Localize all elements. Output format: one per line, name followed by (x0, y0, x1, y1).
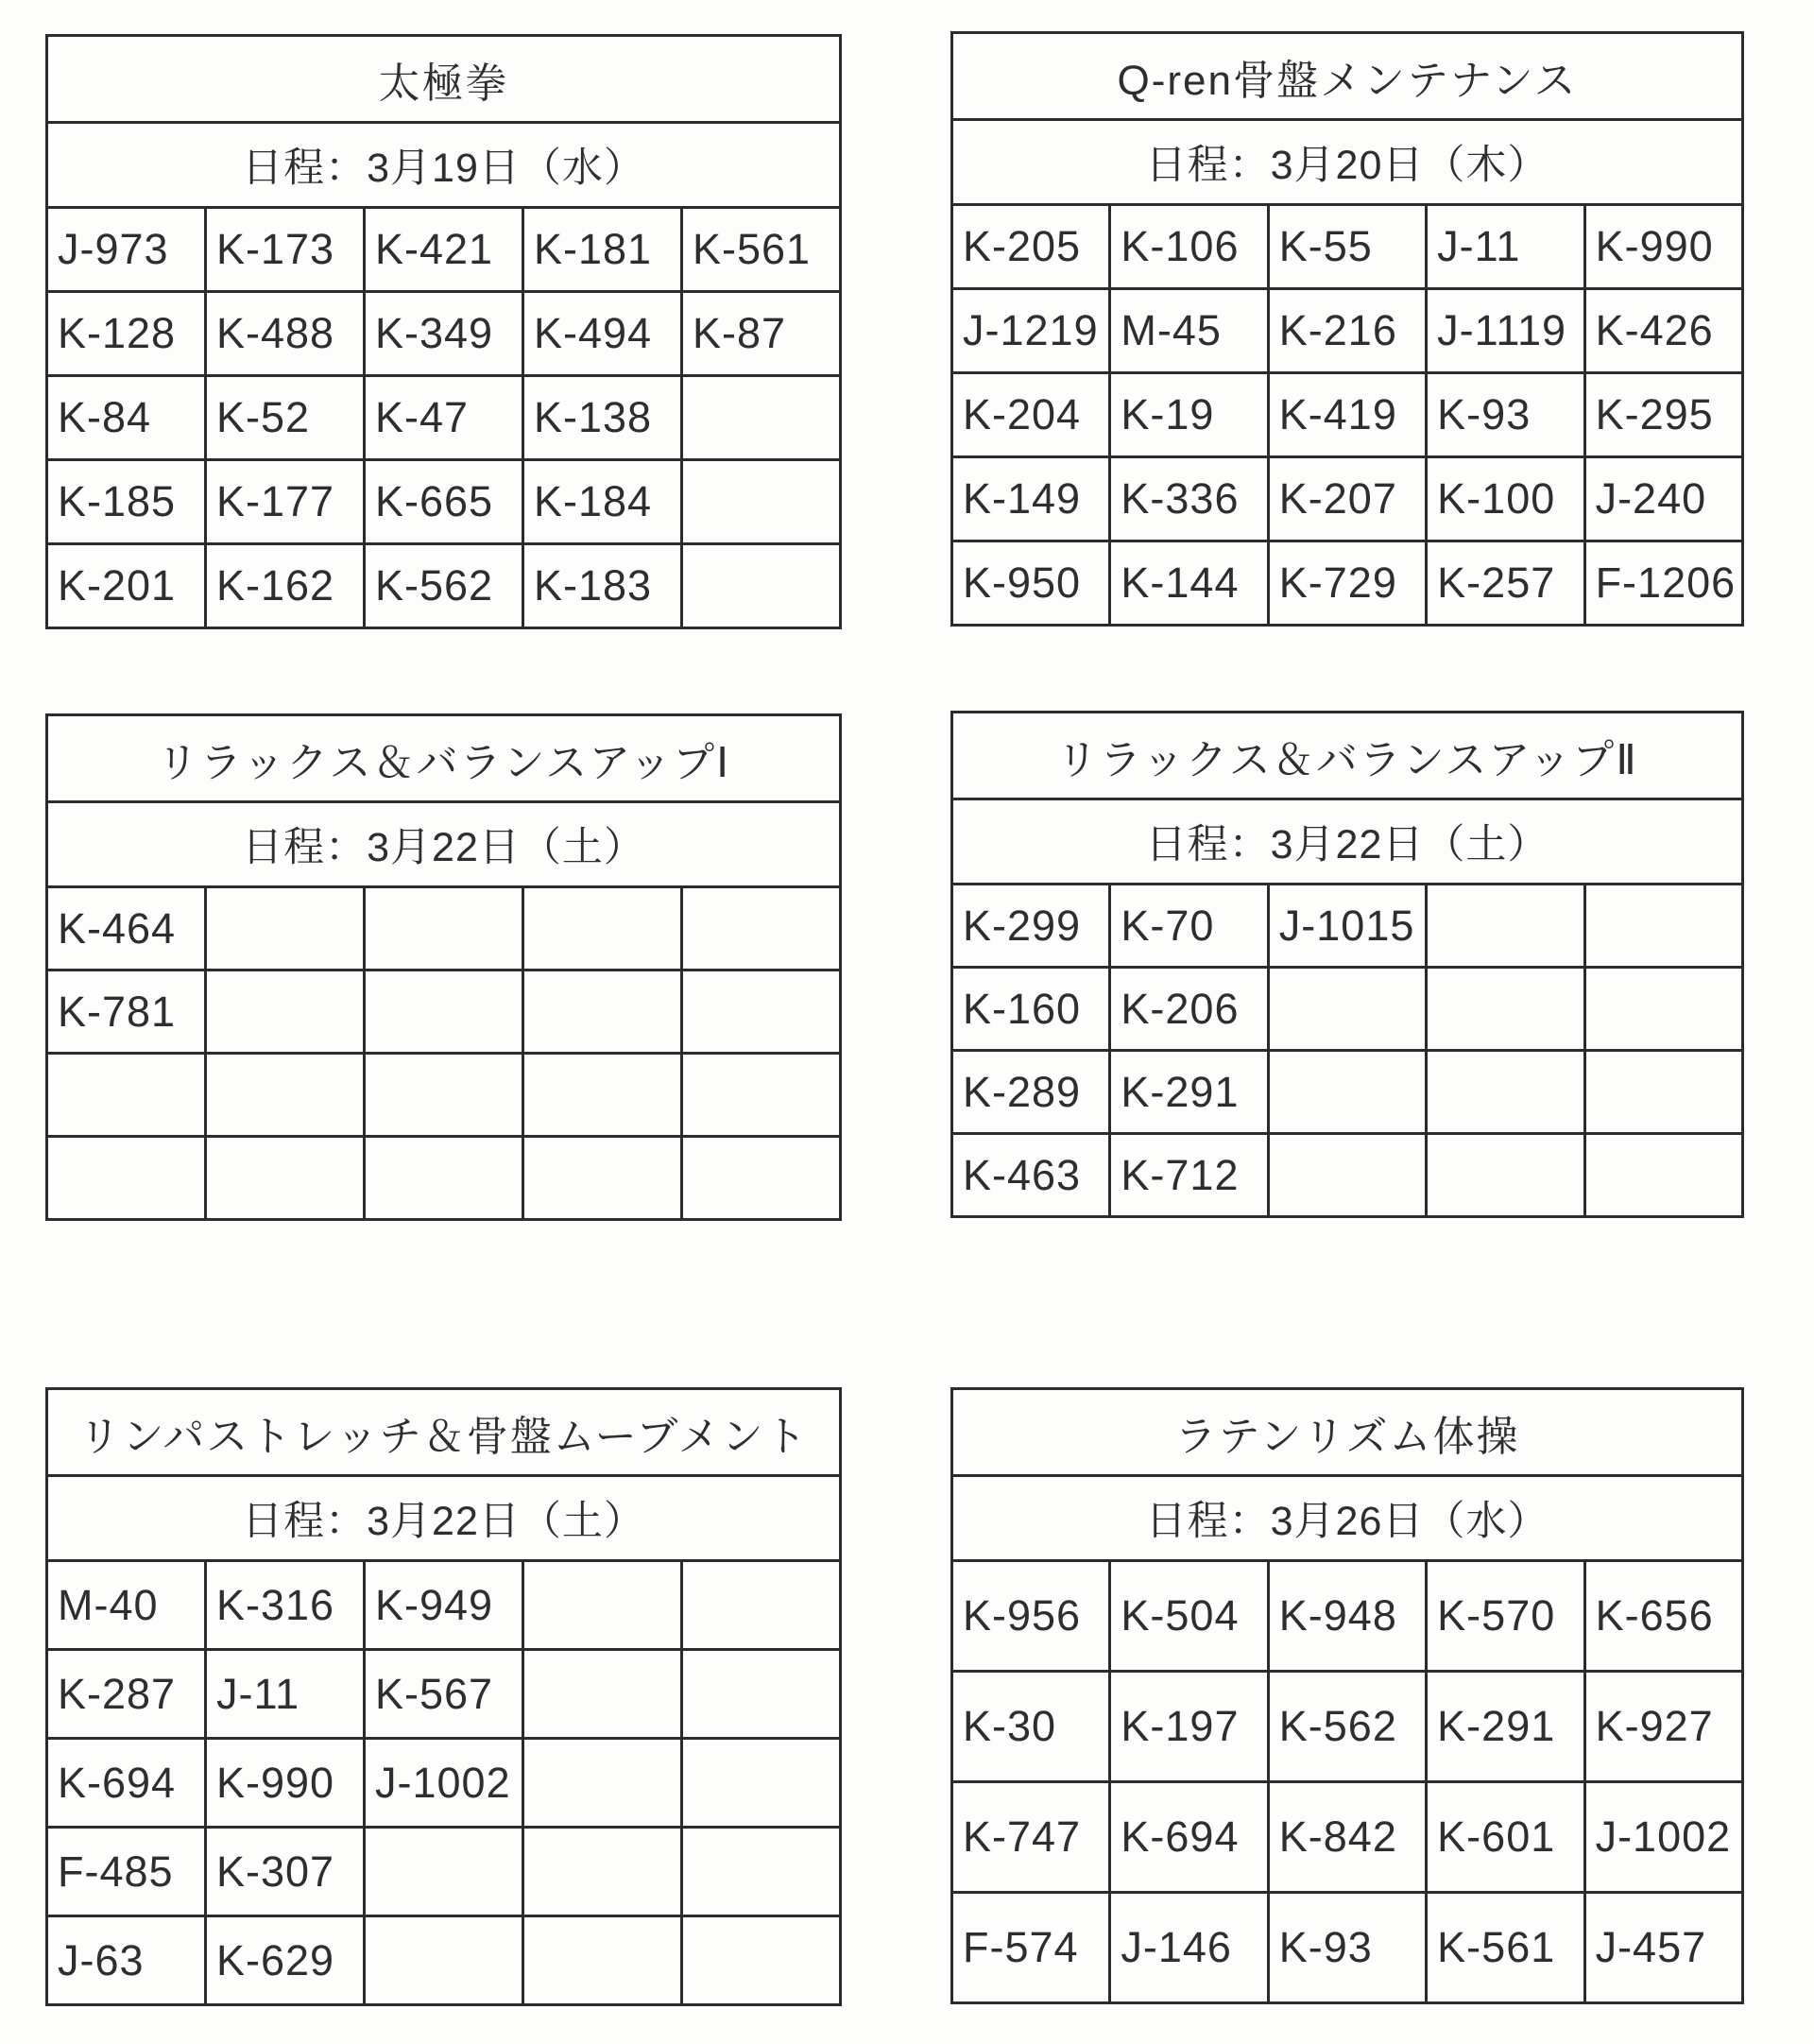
empty-cell (523, 1561, 682, 1650)
table-row (47, 887, 841, 970)
member-code-cell: K-173 (206, 208, 365, 292)
empty-cell (682, 1916, 841, 2005)
member-code-cell: K-694 (47, 1739, 206, 1828)
table-title: 太極拳 (47, 36, 841, 123)
empty-cell (365, 970, 523, 1054)
member-code-cell: J-240 (1584, 457, 1742, 541)
member-code-cell: K-562 (365, 544, 523, 628)
table-qren-body (952, 33, 1743, 626)
table-row (952, 457, 1743, 541)
member-code-cell: K-464 (47, 887, 206, 970)
member-code-cell: K-488 (206, 292, 365, 376)
member-code-cell: K-177 (206, 460, 365, 544)
member-code-cell: K-601 (1427, 1782, 1584, 1893)
member-code-cell: K-927 (1584, 1672, 1742, 1782)
member-code-cell: J-973 (47, 208, 206, 292)
table-row (952, 33, 1743, 120)
member-code-cell: K-494 (523, 292, 682, 376)
table-title: Q-ren骨盤メンテナンス (952, 33, 1743, 120)
member-code-cell: K-205 (952, 205, 1110, 289)
empty-cell (523, 970, 682, 1054)
empty-cell (523, 1137, 682, 1220)
member-code-cell: K-160 (952, 968, 1110, 1051)
table-lymph-body (47, 1389, 841, 2005)
member-code-cell: F-574 (952, 1893, 1110, 2003)
empty-cell (206, 970, 365, 1054)
table-date: 日程：3月19日（水） (47, 123, 841, 208)
member-code-cell: K-87 (682, 292, 841, 376)
member-code-cell: M-40 (47, 1561, 206, 1650)
table-date: 日程：3月20日（木） (952, 120, 1743, 205)
table-taichi (45, 34, 842, 629)
empty-cell (682, 1828, 841, 1916)
empty-cell (682, 376, 841, 460)
member-code-cell: K-299 (952, 885, 1110, 968)
table-row (952, 799, 1743, 885)
table-taichi-body (47, 36, 841, 628)
member-code-cell: K-204 (952, 373, 1110, 457)
table-date: 日程：3月26日（水） (952, 1476, 1743, 1561)
member-code-cell: K-144 (1110, 541, 1268, 626)
table-relax1-body (47, 715, 841, 1220)
empty-cell (1268, 1051, 1426, 1134)
table-row (47, 1137, 841, 1220)
empty-cell (1268, 1134, 1426, 1217)
member-code-cell: J-63 (47, 1916, 206, 2005)
empty-cell (682, 1561, 841, 1650)
member-code-cell: K-52 (206, 376, 365, 460)
table-row (47, 460, 841, 544)
table-row (952, 1389, 1743, 1476)
table-lymph-stretch-pelvis-movement (45, 1387, 842, 2006)
member-code-cell: F-1206 (1584, 541, 1742, 626)
table-row (47, 715, 841, 802)
member-code-cell: K-197 (1110, 1672, 1268, 1782)
table-row (47, 544, 841, 628)
empty-cell (523, 1828, 682, 1916)
member-code-cell: K-257 (1427, 541, 1584, 626)
member-code-cell: K-291 (1110, 1051, 1268, 1134)
member-code-cell: K-949 (365, 1561, 523, 1650)
member-code-cell: K-561 (682, 208, 841, 292)
member-code-cell: K-956 (952, 1561, 1110, 1672)
member-code-cell: K-561 (1427, 1893, 1584, 2003)
table-row (47, 802, 841, 887)
member-code-cell: K-287 (47, 1650, 206, 1739)
member-code-cell: J-1015 (1268, 885, 1426, 968)
table-qren-pelvis-maintenance (950, 31, 1744, 627)
member-code-cell: K-948 (1268, 1561, 1426, 1672)
table-row (952, 885, 1743, 968)
table-row (47, 1828, 841, 1916)
empty-cell (1584, 885, 1742, 968)
member-code-cell: K-106 (1110, 205, 1268, 289)
member-code-cell: K-570 (1427, 1561, 1584, 1672)
member-code-cell: K-100 (1427, 457, 1584, 541)
member-code-cell: J-1002 (365, 1739, 523, 1828)
table-row (47, 376, 841, 460)
empty-cell (365, 887, 523, 970)
table-relax2-body (952, 713, 1743, 1217)
table-title: ラテンリズム体操 (952, 1389, 1743, 1476)
empty-cell (1268, 968, 1426, 1051)
empty-cell (682, 1739, 841, 1828)
member-code-cell: K-504 (1110, 1561, 1268, 1672)
empty-cell (1427, 1051, 1584, 1134)
empty-cell (206, 887, 365, 970)
member-code-cell: K-185 (47, 460, 206, 544)
member-code-cell: K-336 (1110, 457, 1268, 541)
member-code-cell: K-747 (952, 1782, 1110, 1893)
member-code-cell: K-201 (47, 544, 206, 628)
member-code-cell: K-990 (1584, 205, 1742, 289)
empty-cell (682, 1137, 841, 1220)
empty-cell (206, 1054, 365, 1137)
table-row (952, 1672, 1743, 1782)
table-row (47, 123, 841, 208)
member-code-cell: K-19 (1110, 373, 1268, 457)
member-code-cell: K-990 (206, 1739, 365, 1828)
table-row (952, 205, 1743, 289)
empty-cell (682, 544, 841, 628)
table-row (952, 289, 1743, 373)
table-row (952, 1134, 1743, 1217)
empty-cell (1584, 968, 1742, 1051)
table-row (47, 36, 841, 123)
member-code-cell: K-307 (206, 1828, 365, 1916)
member-code-cell: F-485 (47, 1828, 206, 1916)
table-row (952, 541, 1743, 626)
table-title: リンパストレッチ＆骨盤ムーブメント (47, 1389, 841, 1476)
member-code-cell: K-712 (1110, 1134, 1268, 1217)
empty-cell (523, 1916, 682, 2005)
member-code-cell: K-207 (1268, 457, 1426, 541)
empty-cell (682, 1650, 841, 1739)
member-code-cell: K-138 (523, 376, 682, 460)
table-row (47, 1916, 841, 2005)
member-code-cell: K-421 (365, 208, 523, 292)
table-row (952, 1051, 1743, 1134)
member-code-cell: K-463 (952, 1134, 1110, 1217)
table-row (952, 1561, 1743, 1672)
member-code-cell: K-162 (206, 544, 365, 628)
table-row (47, 208, 841, 292)
empty-cell (523, 1739, 682, 1828)
empty-cell (682, 460, 841, 544)
empty-cell (365, 1828, 523, 1916)
member-code-cell: J-1219 (952, 289, 1110, 373)
member-code-cell: J-11 (206, 1650, 365, 1739)
table-date: 日程：3月22日（土） (47, 1476, 841, 1561)
member-code-cell: M-45 (1110, 289, 1268, 373)
table-row (47, 1561, 841, 1650)
member-code-cell: K-562 (1268, 1672, 1426, 1782)
empty-cell (1427, 1134, 1584, 1217)
member-code-cell: K-30 (952, 1672, 1110, 1782)
table-row (952, 1782, 1743, 1893)
member-code-cell: K-84 (47, 376, 206, 460)
table-latin-body (952, 1389, 1743, 2003)
table-title: リラックス＆バランスアップⅠ (47, 715, 841, 802)
member-code-cell: K-183 (523, 544, 682, 628)
member-code-cell: K-47 (365, 376, 523, 460)
table-row (47, 1739, 841, 1828)
table-row (952, 1893, 1743, 2003)
member-code-cell: K-289 (952, 1051, 1110, 1134)
member-code-cell: K-694 (1110, 1782, 1268, 1893)
empty-cell (47, 1137, 206, 1220)
table-date: 日程：3月22日（土） (952, 799, 1743, 885)
member-code-cell: K-55 (1268, 205, 1426, 289)
member-code-cell: K-295 (1584, 373, 1742, 457)
empty-cell (523, 887, 682, 970)
table-relax-balance-2 (950, 711, 1744, 1218)
member-code-cell: K-665 (365, 460, 523, 544)
table-title: リラックス＆バランスアップⅡ (952, 713, 1743, 799)
empty-cell (682, 887, 841, 970)
member-code-cell: K-93 (1268, 1893, 1426, 2003)
table-row (47, 1476, 841, 1561)
member-code-cell: J-1002 (1584, 1782, 1742, 1893)
empty-cell (206, 1137, 365, 1220)
empty-cell (1584, 1051, 1742, 1134)
member-code-cell: K-629 (206, 1916, 365, 2005)
table-row (47, 970, 841, 1054)
member-code-cell: K-349 (365, 292, 523, 376)
member-code-cell: K-950 (952, 541, 1110, 626)
table-row (952, 120, 1743, 205)
empty-cell (523, 1054, 682, 1137)
table-row (47, 1054, 841, 1137)
member-code-cell: K-729 (1268, 541, 1426, 626)
empty-cell (523, 1650, 682, 1739)
member-code-cell: K-184 (523, 460, 682, 544)
member-code-cell: K-181 (523, 208, 682, 292)
member-code-cell: K-316 (206, 1561, 365, 1650)
member-code-cell: K-842 (1268, 1782, 1426, 1893)
table-latin-rhythm (950, 1387, 1744, 2004)
member-code-cell: K-93 (1427, 373, 1584, 457)
empty-cell (1427, 885, 1584, 968)
empty-cell (682, 970, 841, 1054)
member-code-cell: K-656 (1584, 1561, 1742, 1672)
member-code-cell: K-419 (1268, 373, 1426, 457)
member-code-cell: K-70 (1110, 885, 1268, 968)
member-code-cell: J-457 (1584, 1893, 1742, 2003)
member-code-cell: K-291 (1427, 1672, 1584, 1782)
table-row (952, 968, 1743, 1051)
table-row (47, 1389, 841, 1476)
table-row (952, 713, 1743, 799)
member-code-cell: J-11 (1427, 205, 1584, 289)
member-code-cell: K-128 (47, 292, 206, 376)
empty-cell (365, 1054, 523, 1137)
member-code-cell: K-567 (365, 1650, 523, 1739)
table-date: 日程：3月22日（土） (47, 802, 841, 887)
empty-cell (682, 1054, 841, 1137)
member-code-cell: K-781 (47, 970, 206, 1054)
empty-cell (1427, 968, 1584, 1051)
table-row (47, 1650, 841, 1739)
member-code-cell: K-149 (952, 457, 1110, 541)
table-row (952, 1476, 1743, 1561)
empty-cell (365, 1137, 523, 1220)
member-code-cell: K-426 (1584, 289, 1742, 373)
table-row (47, 292, 841, 376)
empty-cell (365, 1916, 523, 2005)
member-code-cell: J-146 (1110, 1893, 1268, 2003)
empty-cell (47, 1054, 206, 1137)
table-row (952, 373, 1743, 457)
member-code-cell: K-206 (1110, 968, 1268, 1051)
table-relax-balance-1 (45, 713, 842, 1221)
member-code-cell: J-1119 (1427, 289, 1584, 373)
member-code-cell: K-216 (1268, 289, 1426, 373)
empty-cell (1584, 1134, 1742, 1217)
